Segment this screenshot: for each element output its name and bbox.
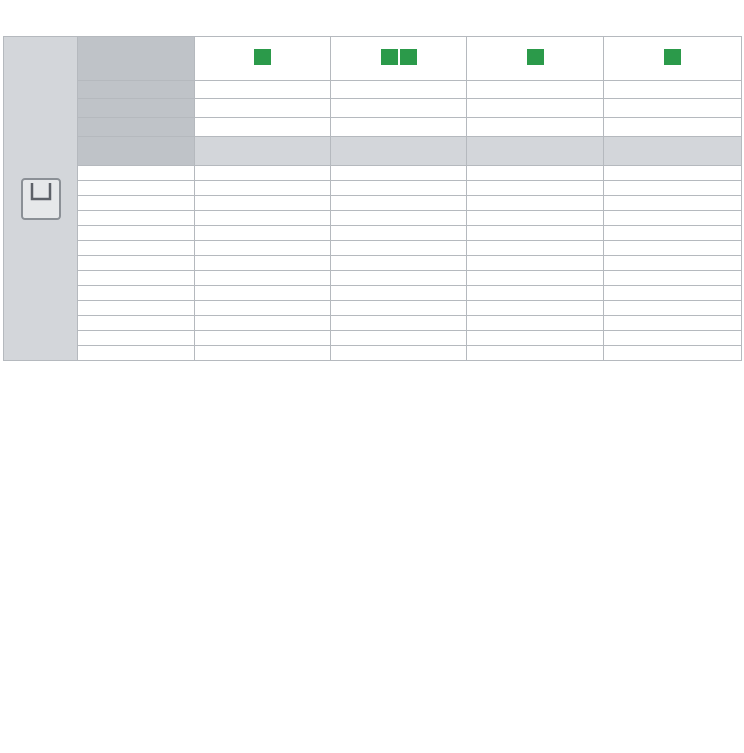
- vc-value: [195, 118, 331, 137]
- hardness-cell: [467, 81, 604, 99]
- ap-ae-label: [78, 99, 195, 118]
- feed-value: [331, 181, 467, 196]
- feed-value: [195, 331, 331, 346]
- diameter-value: [78, 286, 195, 301]
- diameter-value: [78, 241, 195, 256]
- feed-value: [195, 271, 331, 286]
- diameter-value: [78, 316, 195, 331]
- iso-badge: [527, 49, 544, 65]
- feed-value: [604, 346, 742, 361]
- table-row: [4, 211, 742, 226]
- feed-value: [467, 331, 604, 346]
- table-row: [4, 256, 742, 271]
- table-row: [4, 301, 742, 316]
- feed-value: [604, 316, 742, 331]
- feed-value: [195, 196, 331, 211]
- feed-value: [195, 181, 331, 196]
- feed-value: [331, 316, 467, 331]
- feed-value: [604, 196, 742, 211]
- header-row: [4, 118, 742, 137]
- feed-value: [195, 226, 331, 241]
- feed-value: [467, 166, 604, 181]
- table-row: [4, 166, 742, 181]
- slotting-icon: [21, 178, 61, 220]
- ap-ae-value: [195, 99, 331, 118]
- hardness-cell: [195, 81, 331, 99]
- feed-value: [467, 271, 604, 286]
- feed-value: [604, 301, 742, 316]
- feed-value: [467, 241, 604, 256]
- material-group-cell: [604, 37, 742, 81]
- feed-value: [467, 226, 604, 241]
- table-row: [4, 316, 742, 331]
- feed-value: [604, 241, 742, 256]
- feed-value: [195, 256, 331, 271]
- feed-value: [195, 211, 331, 226]
- feed-header: [467, 137, 604, 166]
- operation-cell: [4, 37, 78, 361]
- table-row: [4, 226, 742, 241]
- table-row: [4, 286, 742, 301]
- hardness-cell: [604, 81, 742, 99]
- feed-value: [604, 286, 742, 301]
- feed-value: [331, 286, 467, 301]
- feed-value: [467, 211, 604, 226]
- feed-value: [604, 166, 742, 181]
- iso-badge: [400, 49, 417, 65]
- vc-value: [604, 118, 742, 137]
- vc-value: [331, 118, 467, 137]
- feed-header: [331, 137, 467, 166]
- feed-value: [604, 271, 742, 286]
- table-row: [4, 137, 742, 166]
- feed-value: [331, 166, 467, 181]
- feed-value: [195, 166, 331, 181]
- material-group-cell: [331, 37, 467, 81]
- hardness-cell: [331, 81, 467, 99]
- feed-value: [604, 226, 742, 241]
- feed-value: [331, 346, 467, 361]
- feed-value: [467, 181, 604, 196]
- iso-badge: [664, 49, 681, 65]
- iso-badge: [381, 49, 398, 65]
- table-row: [4, 196, 742, 211]
- header-row: [4, 81, 742, 99]
- feed-value: [604, 181, 742, 196]
- material-group-cell: [467, 37, 604, 81]
- feed-value: [195, 286, 331, 301]
- header-row: [4, 37, 742, 81]
- ap-ae-value: [331, 99, 467, 118]
- diameter-header: [78, 137, 195, 166]
- header-row: [4, 99, 742, 118]
- feed-value: [331, 256, 467, 271]
- feed-value: [195, 241, 331, 256]
- feed-header: [604, 137, 742, 166]
- feed-value: [331, 196, 467, 211]
- diameter-value: [78, 346, 195, 361]
- feed-value: [467, 301, 604, 316]
- feed-value: [467, 346, 604, 361]
- diameter-value: [78, 166, 195, 181]
- feed-value: [331, 211, 467, 226]
- diameter-value: [78, 196, 195, 211]
- diameter-value: [78, 211, 195, 226]
- feed-value: [467, 286, 604, 301]
- feed-value: [195, 346, 331, 361]
- diameter-value: [78, 226, 195, 241]
- feed-value: [195, 316, 331, 331]
- diameter-value: [78, 331, 195, 346]
- material-group-label: [78, 37, 195, 81]
- feed-value: [467, 196, 604, 211]
- feed-value: [331, 271, 467, 286]
- vc-value: [467, 118, 604, 137]
- ap-ae-value: [467, 99, 604, 118]
- vc-label: [78, 118, 195, 137]
- feed-value: [331, 301, 467, 316]
- hardness-label: [78, 81, 195, 99]
- diameter-value: [78, 256, 195, 271]
- feed-header: [195, 137, 331, 166]
- table-row: [4, 181, 742, 196]
- slotting-table: [3, 36, 742, 361]
- feed-value: [604, 331, 742, 346]
- feed-value: [331, 226, 467, 241]
- material-group-cell: [195, 37, 331, 81]
- table-row: [4, 346, 742, 361]
- feed-value: [467, 316, 604, 331]
- diameter-value: [78, 181, 195, 196]
- diameter-value: [78, 301, 195, 316]
- ap-ae-value: [604, 99, 742, 118]
- feed-value: [467, 256, 604, 271]
- feed-value: [195, 301, 331, 316]
- feed-value: [604, 256, 742, 271]
- iso-badge: [254, 49, 271, 65]
- table-row: [4, 271, 742, 286]
- table-row: [4, 241, 742, 256]
- diameter-value: [78, 271, 195, 286]
- table-row: [4, 331, 742, 346]
- feed-value: [331, 331, 467, 346]
- feed-value: [331, 241, 467, 256]
- feed-value: [604, 211, 742, 226]
